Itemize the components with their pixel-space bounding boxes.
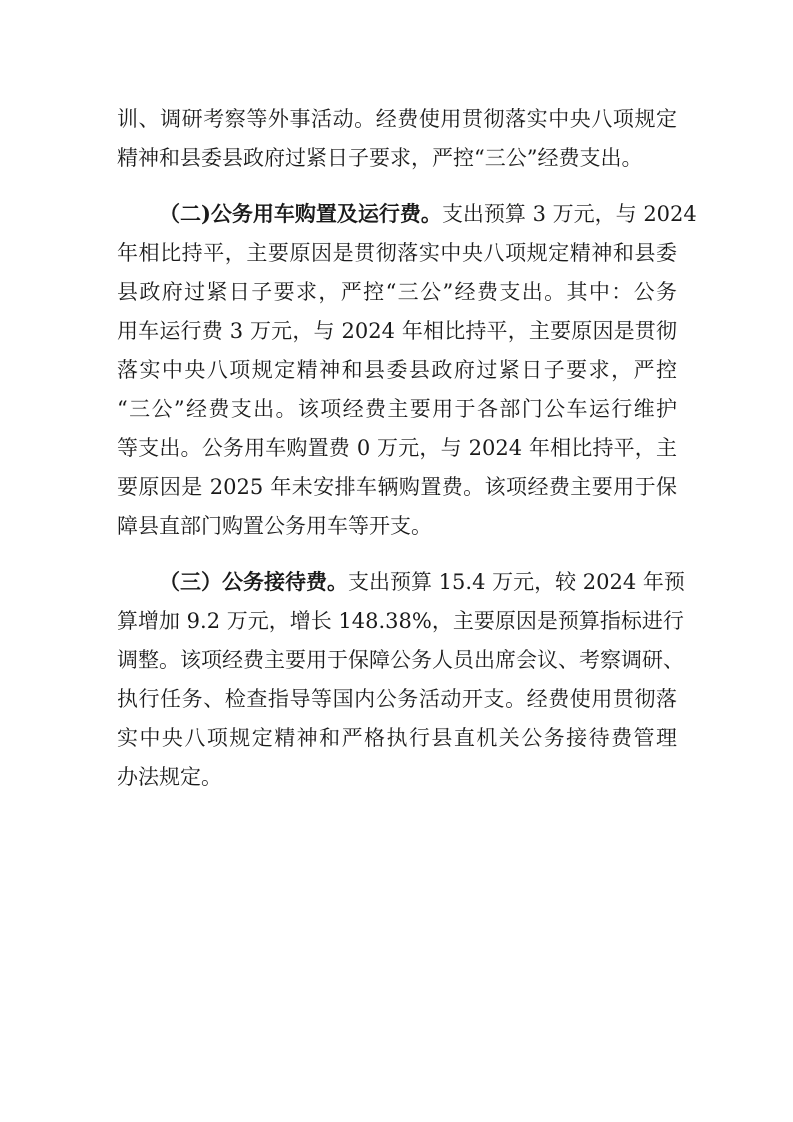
section-2-first-line-text: 支出预算 3 万元，与 2024 [441, 202, 697, 226]
paragraph-line: 等支出。公务用车购置费 0 万元，与 2024 年相比持平，主 [117, 436, 677, 460]
section-3-first-line-text: 支出预算 15.4 万元，较 2024 年预 [348, 570, 685, 594]
paragraph-line: 用车运行费 3 万元，与 2024 年相比持平，主要原因是贯彻 [117, 319, 677, 343]
paragraph-line: 算增加 9.2 万元，增长 148.38%，主要原因是预算指标进行 [117, 609, 684, 633]
paragraph-line: 执行任务、检查指导等国内公务活动开支。经费使用贯彻落 [117, 687, 677, 711]
paragraph-line: 精神和县委县政府过紧日子要求，严控“三公”经费支出。 [117, 146, 643, 170]
paragraph-line: 实中央八项规定精神和严格执行县直机关公务接待费管理 [117, 726, 677, 750]
paragraph-line: 要原因是 2025 年未安排车辆购置费。该项经费主要用于保 [117, 475, 677, 499]
paragraph-line: 落实中央八项规定精神和县委县政府过紧日子要求，严控 [117, 358, 677, 382]
paragraph-line: 调整。该项经费主要用于保障公务人员出席会议、考察调研、 [117, 648, 684, 672]
paragraph-line: “三公”经费支出。该项经费主要用于各部门公车运行维护 [117, 397, 677, 421]
paragraph-line: 年相比持平，主要原因是贯彻落实中央八项规定精神和县委 [117, 241, 677, 265]
paragraph-line: 办法规定。 [117, 765, 222, 789]
paragraph-line: 障县直部门购置公务用车等开支。 [117, 514, 432, 538]
section-3-first-line [159, 564, 685, 600]
paragraph-line: 县政府过紧日子要求，严控“三公”经费支出。其中：公务 [117, 280, 677, 304]
section-2-first-line [159, 196, 697, 232]
section-2-heading: （二)公务用车购置及运行费。 [159, 201, 442, 226]
section-3-heading: （三）公务接待费。 [159, 569, 348, 594]
paragraph-line: 训、调研考察等外事活动。经费使用贯彻落实中央八项规定 [117, 107, 677, 131]
